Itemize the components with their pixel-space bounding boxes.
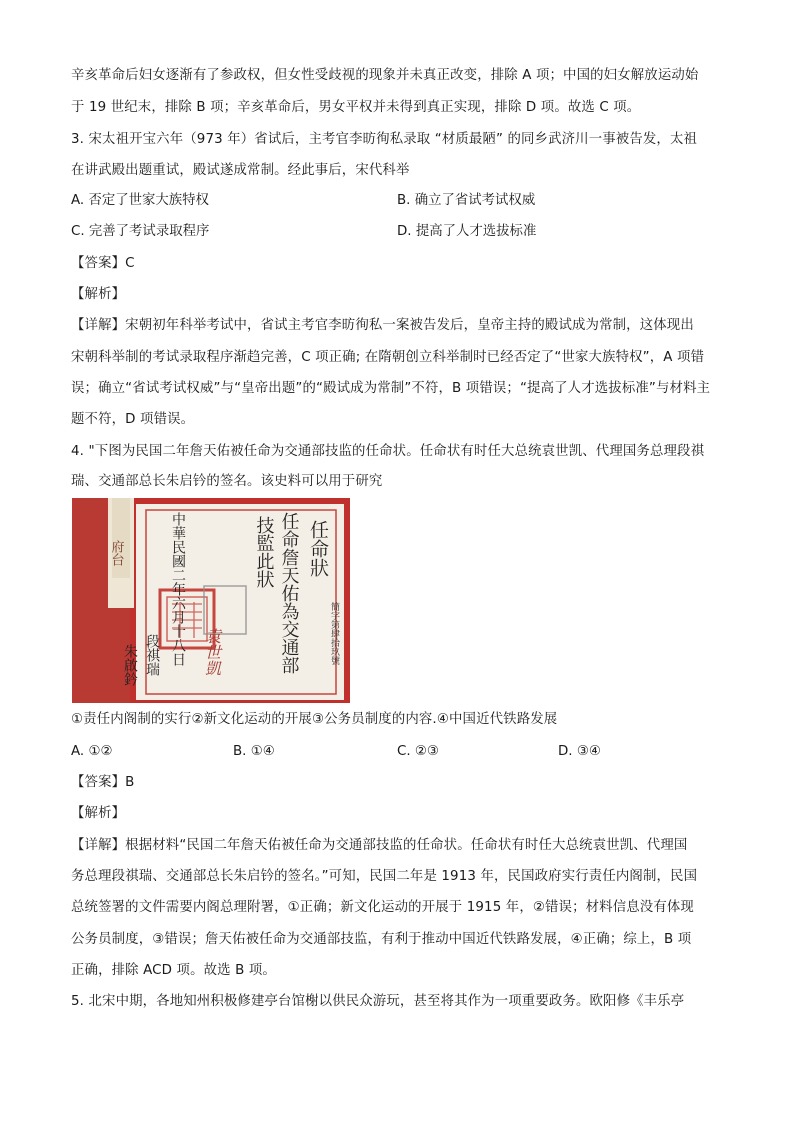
q4-items: ①责任内阁制的实行②新文化运动的开展③公务员制度的内容.④中国近代铁路发展 [71, 712, 558, 727]
left-strip-text: 府台 [108, 540, 124, 566]
question-3-stem: 3. 宋太祖开宝六年（973 年）省试后，主考官李昉徇私录取 “材质最陋” 的同乡武济川一事被告发，太祖 [71, 132, 698, 147]
q3-analysis-heading: 【解析】 [71, 287, 126, 302]
q4-option-c: C. ②③ [397, 744, 439, 759]
certificate-title-text: 任命狀 [307, 520, 329, 577]
q4-detail: 公务员制度，③错误；詹天佑被任命为交通部技监，有利于推动中国近代铁路发展，④正确；综上，B 项 [71, 932, 692, 947]
q4-detail: 【详解】根据材料“民国二年詹天佑被任命为交通部技监的任命状。任命状有时任大总统袁世凯、代理国 [71, 838, 688, 853]
q4-option-b: B. ①④ [233, 744, 275, 759]
q3-option-d: D. 提高了人才选拔标准 [397, 224, 537, 239]
q3-detail: 【详解】宋朝初年科举考试中，省试主考官李昉徇私一案被告发后，皇帝主持的殿试成为常制，这体现出 [71, 318, 694, 333]
text-line: 辛亥革命后妇女逐渐有了参政权，但女性受歧视的现象并未真正改变，排除 A 项；中国的妇女解放运动始 [71, 68, 699, 83]
q4-detail: 总统签署的文件需要内阁总理附署，①正确；新文化运动的开展于 1915 年，②错误；材料信息没有体现 [71, 900, 694, 915]
q3-answer: 【答案】C [71, 256, 135, 271]
q4-option-d: D. ③④ [558, 744, 601, 759]
q4-option-a: A. ①② [71, 744, 113, 759]
certificate-body-text: 技監此狀 [253, 516, 275, 588]
certificate-serial-text: 簡字第肆拾玖號 [329, 602, 339, 665]
question-5-stem: 5. 北宋中期，各地知州积极修建亭台馆榭以供民众游玩，甚至将其作为一项重要政务。欧阳修《丰乐亭 [71, 994, 685, 1009]
q4-detail: 正确，排除 ACD 项。故选 B 项。 [71, 963, 276, 978]
signature-duan-qirui: 段祺瑞 [144, 634, 160, 676]
q3-detail: 宋朝科举制的考试录取程序渐趋完善，C 项正确; 在隋朝创立科举制时已经否定了“世家大族特权”，A 项错 [71, 350, 705, 365]
q3-option-b: B. 确立了省试考试权威 [397, 193, 536, 208]
signature-zhu-qiqian: 朱啟鈐 [122, 644, 138, 686]
q3-detail: 误；确立“省试考试权威”与“皇帝出题”的“殿试成为常制”不符，B 项错误；“提高了人才选拔标准”与材料主 [71, 381, 711, 396]
q4-answer: 【答案】B [71, 775, 135, 790]
question-4-stem: 瑞、交通部总长朱启钤的签名。该史料可以用于研究 [71, 474, 383, 489]
q4-detail: 务总理段祺瑞、交通部总长朱启钤的签名。”可知，民国二年是 1913 年，民国政府实行责任内阁制，民国 [71, 869, 698, 884]
signature-yuan-shikai: 袁世凱 [202, 628, 222, 676]
question-4-stem: 4. "下图为民国二年詹天佑被任命为交通部技监的任命状。任命状有时任大总统袁世凯、代理国务总理段祺 [71, 444, 705, 459]
q3-option-a: A. 否定了世家大族特权 [71, 193, 209, 208]
q3-detail: 题不符，D 项错误。 [71, 412, 195, 427]
appointment-certificate-photo [72, 498, 350, 703]
q4-analysis-heading: 【解析】 [71, 806, 126, 821]
text-line: 于 19 世纪末，排除 B 项；辛亥革命后，男女平权并未得到真正实现，排除 D 项。故选 C 项。 [71, 100, 641, 115]
certificate-date-text: 中華民國二年六月十八日 [170, 512, 186, 666]
question-3-stem: 在讲武殿出题重试，殿试遂成常制。经此事后，宋代科举 [71, 163, 410, 178]
certificate-body-text: 任命詹天佑為交通部 [278, 512, 300, 674]
q3-option-c: C. 完善了考试录取程序 [71, 224, 210, 239]
